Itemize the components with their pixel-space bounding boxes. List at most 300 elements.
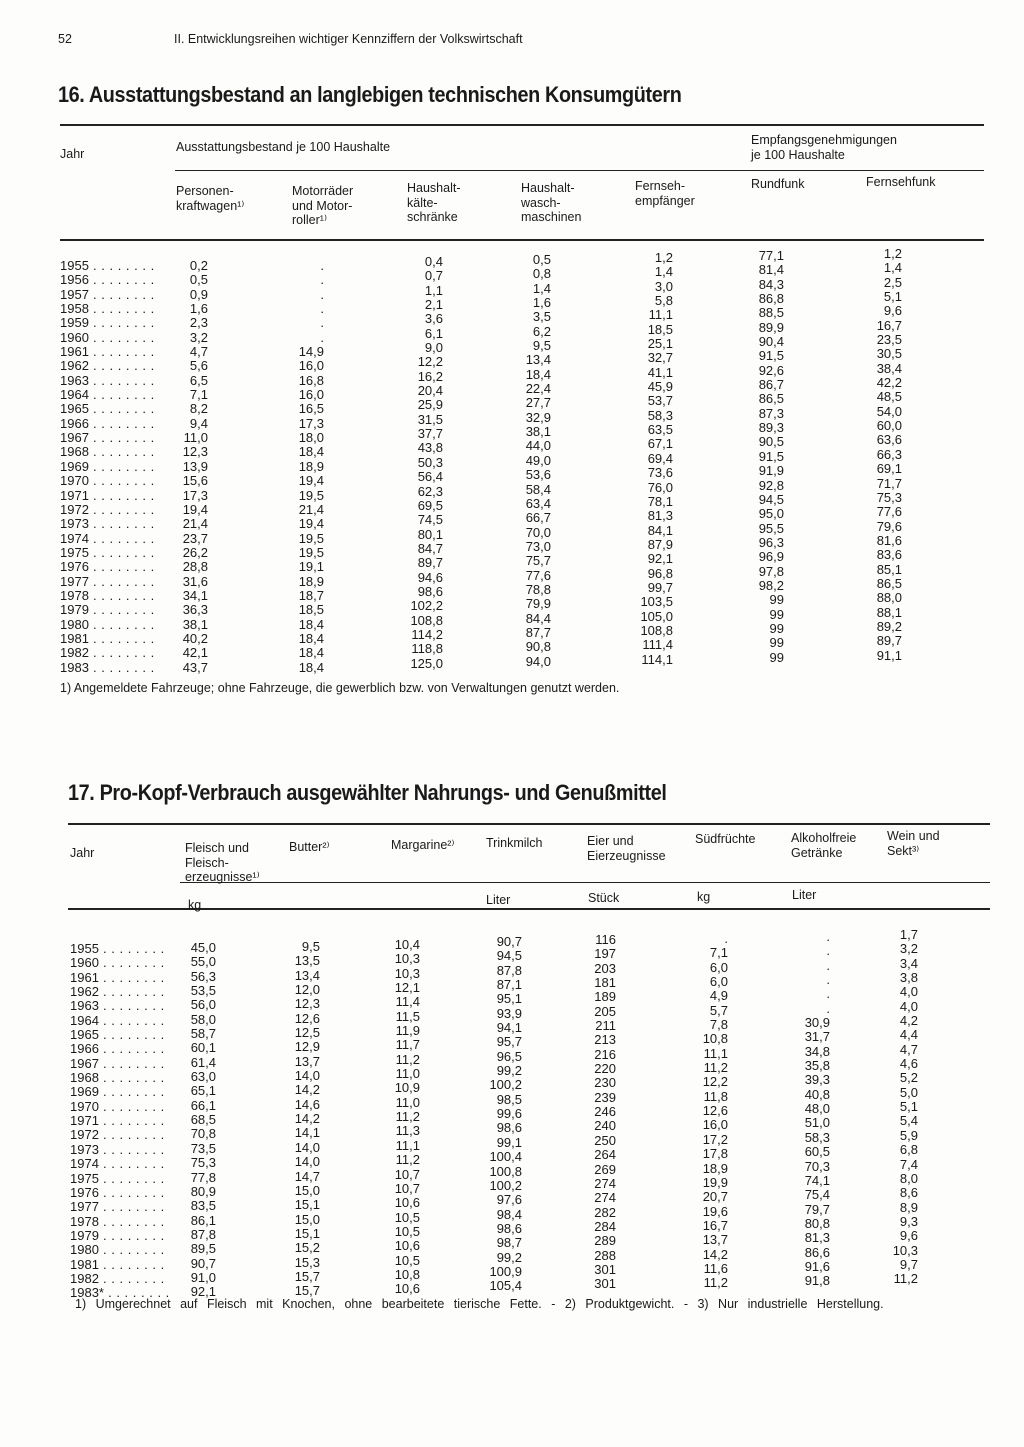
table-cell: 88,5 bbox=[758, 305, 784, 321]
table-cell: 58,0 bbox=[190, 1011, 216, 1027]
table-cell: 16,0 bbox=[298, 387, 324, 403]
table-cell: . bbox=[320, 315, 324, 331]
table-cell: 13,4 bbox=[294, 967, 320, 983]
table-cell: 3,8 bbox=[899, 970, 918, 986]
table-cell: 14,0 bbox=[294, 1068, 320, 1084]
table-cell: 91,5 bbox=[758, 448, 784, 464]
table-cell: 0,5 bbox=[189, 272, 208, 288]
table-cell: 1964 . . . bbox=[60, 388, 175, 402]
table-cell: 42,2 bbox=[876, 375, 902, 391]
table16-header-jahr: Jahr bbox=[60, 147, 85, 161]
table-cell: 48,5 bbox=[876, 389, 902, 405]
table-cell: 10,5 bbox=[394, 1209, 420, 1225]
table-cell: 11,2 bbox=[395, 1152, 420, 1168]
table-cell: 213 bbox=[594, 1032, 616, 1048]
table-cell: 96,5 bbox=[496, 1048, 522, 1064]
table-cell: 41,1 bbox=[647, 364, 673, 380]
table-cell: 92,6 bbox=[758, 362, 784, 378]
table-cell: 1979 . . . bbox=[70, 1229, 185, 1243]
table-cell: 1,2 bbox=[654, 250, 673, 265]
table-cell: 114,1 bbox=[641, 651, 673, 667]
table17-unit-rule bbox=[180, 882, 990, 883]
table-cell: 69,1 bbox=[876, 461, 902, 477]
table-cell: 99 bbox=[769, 649, 784, 665]
table-cell: 14,0 bbox=[294, 1154, 320, 1170]
table-cell: 1,4 bbox=[883, 260, 902, 276]
table-cell: 16,7 bbox=[876, 317, 902, 333]
table-cell: 89,7 bbox=[876, 633, 902, 649]
table-cell: 78,8 bbox=[525, 581, 551, 597]
table-cell: 15,7 bbox=[294, 1283, 320, 1299]
table17-wein-column bbox=[880, 928, 918, 1287]
table-cell: 9,6 bbox=[899, 1228, 918, 1244]
table-cell: 94,0 bbox=[525, 653, 551, 669]
table-cell: 8,2 bbox=[189, 401, 208, 417]
table-cell: 284 bbox=[594, 1218, 616, 1234]
table-cell: 1976 . . . bbox=[70, 1186, 185, 1200]
table-cell: 1980 . . . bbox=[60, 618, 175, 632]
table-cell: 1981 . . . bbox=[60, 632, 175, 646]
table-cell: 1964 . . . bbox=[70, 1014, 185, 1028]
table-cell: 9,5 bbox=[301, 939, 320, 954]
table-cell: 21,4 bbox=[298, 501, 324, 517]
table-cell: 3,6 bbox=[424, 311, 443, 327]
table-cell: 99 bbox=[769, 635, 784, 651]
table-cell: 53,6 bbox=[525, 467, 551, 483]
table-cell: 86,8 bbox=[758, 291, 784, 307]
table-cell: 62,3 bbox=[417, 483, 443, 499]
table-cell: 51,0 bbox=[804, 1115, 830, 1131]
table-cell: 18,9 bbox=[702, 1160, 728, 1176]
table-cell: 11,0 bbox=[395, 1066, 420, 1082]
table-cell: 99 bbox=[769, 592, 784, 608]
table16-top-rule bbox=[60, 124, 984, 126]
table-cell: 230 bbox=[594, 1075, 616, 1091]
table-cell: 15,3 bbox=[294, 1254, 320, 1270]
table-cell: 19,5 bbox=[298, 544, 324, 560]
table-cell: 1967 . . . bbox=[60, 431, 175, 445]
table16-subgroup-rule bbox=[175, 170, 984, 171]
table-cell: 125,0 bbox=[410, 655, 443, 671]
table-cell: 95,7 bbox=[496, 1034, 522, 1050]
table-cell: 1971 . . . bbox=[60, 489, 175, 503]
table-cell: 90,7 bbox=[190, 1255, 216, 1271]
table-cell: 18,4 bbox=[298, 444, 324, 460]
table-cell: 50,3 bbox=[417, 454, 443, 470]
table-cell: 31,5 bbox=[417, 411, 443, 427]
table16-header-fernseh: Fernseh- empfänger bbox=[635, 179, 695, 208]
table-cell: 56,3 bbox=[190, 968, 216, 984]
table-cell: 30,5 bbox=[876, 346, 902, 362]
table-cell: . bbox=[826, 986, 830, 1002]
table-cell: 80,8 bbox=[804, 1215, 830, 1231]
table-cell: 92,1 bbox=[190, 1284, 216, 1300]
table-cell: 19,4 bbox=[182, 501, 208, 517]
table-cell: 6,8 bbox=[899, 1142, 918, 1158]
table-cell: 85,1 bbox=[876, 561, 902, 577]
table-cell: 16,0 bbox=[702, 1117, 728, 1133]
table-cell: 87,1 bbox=[496, 977, 522, 993]
running-title: II. Entwicklungsreihen wichtiger Kennziffern der Volkswirtschaft bbox=[174, 32, 523, 46]
table-cell: 99,2 bbox=[496, 1063, 522, 1079]
table-cell: 86,5 bbox=[758, 391, 784, 407]
table-cell: 58,7 bbox=[190, 1026, 216, 1042]
table-cell: 71,7 bbox=[876, 475, 902, 491]
table-cell: 15,0 bbox=[294, 1211, 320, 1227]
table-cell: 19,1 bbox=[298, 559, 324, 575]
table-cell: 18,4 bbox=[525, 366, 551, 382]
table-cell: 87,9 bbox=[647, 536, 673, 552]
table-cell: 45,9 bbox=[647, 379, 673, 395]
table-cell: 1980 . . . bbox=[70, 1243, 185, 1257]
table-cell: 274 bbox=[594, 1190, 616, 1206]
table-cell: 22,4 bbox=[525, 381, 551, 397]
table-cell: 1955 . . . bbox=[60, 259, 175, 273]
table-cell: 14,7 bbox=[294, 1168, 320, 1184]
table-cell: 1963 . . . bbox=[70, 999, 185, 1013]
table-cell: 6,0 bbox=[709, 959, 728, 975]
table-cell: 4,6 bbox=[899, 1056, 918, 1072]
table-cell: 5,1 bbox=[883, 289, 902, 305]
table-cell: 63,5 bbox=[647, 422, 673, 438]
table-cell: 39,3 bbox=[804, 1072, 830, 1088]
table-cell: 58,4 bbox=[525, 481, 551, 497]
table-cell: 17,2 bbox=[702, 1131, 728, 1147]
table-cell: 10,3 bbox=[394, 951, 420, 967]
table-cell: 246 bbox=[594, 1104, 616, 1120]
table16-header-kuehl: Haushalt- kälte- schränke bbox=[407, 181, 461, 224]
table-cell: 16,2 bbox=[417, 368, 443, 384]
table-cell: 77,6 bbox=[876, 504, 902, 520]
table-cell: 1965 . . . bbox=[60, 402, 175, 416]
table-cell: 91,5 bbox=[758, 348, 784, 364]
table-cell: 84,3 bbox=[758, 276, 784, 292]
table17-year-column bbox=[70, 942, 185, 1301]
table-cell: 11,2 bbox=[395, 1051, 420, 1067]
table-cell: 12,5 bbox=[294, 1025, 320, 1041]
table-cell: 1974 . . . bbox=[60, 532, 175, 546]
table-cell: 89,2 bbox=[876, 618, 902, 634]
table16-header-bottom-rule bbox=[60, 239, 984, 241]
table-cell: 11,8 bbox=[703, 1088, 728, 1104]
table-cell: 1959 . . . bbox=[60, 316, 175, 330]
table-cell: 66,7 bbox=[525, 510, 551, 526]
table-cell: 10,4 bbox=[394, 937, 420, 952]
table-cell: 10,6 bbox=[394, 1195, 420, 1211]
table-cell: 1962 . . . bbox=[70, 985, 185, 999]
table-cell: 9,3 bbox=[899, 1213, 918, 1229]
table-cell: 0,2 bbox=[189, 258, 208, 273]
table17-header-fleisch: Fleisch und Fleisch- erzeugnisse¹⁾ bbox=[185, 841, 260, 884]
table-cell: 99,6 bbox=[496, 1106, 522, 1122]
table-cell: 11,2 bbox=[395, 1109, 420, 1125]
table-cell: 81,3 bbox=[647, 508, 673, 524]
table-cell: 98,6 bbox=[496, 1220, 522, 1236]
page-number: 52 bbox=[58, 32, 72, 46]
table-cell: 264 bbox=[594, 1147, 616, 1163]
table-cell: 78,1 bbox=[647, 493, 673, 509]
table-cell: 211 bbox=[595, 1018, 616, 1034]
table-cell: 203 bbox=[594, 960, 616, 976]
table-cell: 95,1 bbox=[496, 991, 522, 1007]
table-cell: 89,7 bbox=[417, 555, 443, 571]
table-cell: . bbox=[826, 957, 830, 973]
table-cell: 81,6 bbox=[876, 532, 902, 548]
table-cell: 23,5 bbox=[876, 332, 902, 348]
table-cell: 1971 . . . bbox=[70, 1114, 185, 1128]
table-cell: 4,9 bbox=[709, 988, 728, 1004]
table-cell: 301 bbox=[594, 1261, 616, 1277]
table16-header-wasch: Haushalt- wasch- maschinen bbox=[521, 181, 582, 224]
table-cell: 11,0 bbox=[395, 1094, 420, 1110]
table-cell: . bbox=[320, 258, 324, 273]
table-cell: 16,7 bbox=[702, 1217, 728, 1233]
table-cell: . bbox=[826, 943, 830, 959]
table-cell: 58,3 bbox=[647, 407, 673, 423]
table-cell: 10,7 bbox=[394, 1166, 420, 1182]
table-cell: 100,2 bbox=[489, 1077, 522, 1093]
table-cell: 1973 . . . bbox=[70, 1143, 185, 1157]
table17-milch-column bbox=[478, 935, 522, 1294]
table-cell: 15,7 bbox=[294, 1268, 320, 1284]
table-cell: 70,3 bbox=[804, 1158, 830, 1174]
table-cell: 13,7 bbox=[702, 1232, 728, 1248]
table-cell: 31,7 bbox=[804, 1029, 830, 1045]
table16-wasch-column bbox=[505, 253, 551, 669]
table-cell: 11,1 bbox=[648, 307, 673, 323]
table16-footnote: 1) Angemeldete Fahrzeuge; ohne Fahrzeuge, die gewerblich bzw. von Verwaltungen genutzt werden. bbox=[60, 681, 620, 695]
table-cell: 1968 . . . bbox=[70, 1071, 185, 1085]
table-cell: 43,7 bbox=[182, 659, 208, 675]
table-cell: 1977 . . . bbox=[60, 575, 175, 589]
table-cell: 53,7 bbox=[647, 393, 673, 409]
table-cell: 12,2 bbox=[417, 354, 443, 370]
table-cell: 79,6 bbox=[876, 518, 902, 534]
table-cell: 12,6 bbox=[702, 1103, 728, 1119]
table-cell: 73,0 bbox=[525, 538, 551, 554]
table-cell: 20,4 bbox=[417, 383, 443, 399]
table-cell: 10,6 bbox=[394, 1238, 420, 1254]
table17-header-suedfruechte: Südfrüchte bbox=[695, 832, 756, 846]
table-cell: 18,4 bbox=[298, 659, 324, 675]
table-cell: 250 bbox=[594, 1132, 616, 1148]
table-cell: 26,2 bbox=[182, 544, 208, 560]
table-cell: 97,8 bbox=[758, 563, 784, 579]
table-cell: 18,4 bbox=[298, 645, 324, 661]
table-cell: 16,5 bbox=[298, 401, 324, 417]
table-cell: 95,5 bbox=[758, 520, 784, 536]
table-cell: 54,0 bbox=[876, 403, 902, 419]
table-cell: 5,7 bbox=[709, 1002, 728, 1018]
table-cell: 97,6 bbox=[496, 1192, 522, 1208]
table-cell: 31,6 bbox=[182, 573, 208, 589]
table-cell: 13,4 bbox=[525, 352, 551, 368]
table-cell: 11,2 bbox=[703, 1275, 728, 1291]
table-cell: 49,0 bbox=[525, 452, 551, 468]
table-cell: 1982 . . . bbox=[70, 1272, 185, 1286]
table-cell: 1966 . . . bbox=[60, 417, 175, 431]
table-cell: 14,2 bbox=[294, 1111, 320, 1127]
table-cell: 63,4 bbox=[525, 495, 551, 511]
table-cell: 37,7 bbox=[417, 426, 443, 442]
table-cell: 1,4 bbox=[654, 264, 673, 280]
table-cell: 5,8 bbox=[654, 293, 673, 309]
table-cell: 48,0 bbox=[804, 1101, 830, 1117]
table-cell: 1961 . . . bbox=[70, 971, 185, 985]
table-cell: 3,2 bbox=[189, 329, 208, 345]
table-cell: . bbox=[320, 272, 324, 288]
table-cell: 56,4 bbox=[417, 469, 443, 485]
table-cell: 18,5 bbox=[647, 321, 673, 337]
table-cell: 105,0 bbox=[640, 608, 673, 624]
table-cell: 3,5 bbox=[532, 309, 551, 325]
table-cell: 1969 . . . bbox=[70, 1085, 185, 1099]
table16-motorrad-column bbox=[280, 259, 324, 675]
table-cell: 8,9 bbox=[899, 1199, 918, 1215]
table-cell: 70,8 bbox=[190, 1126, 216, 1142]
table-cell: 80,1 bbox=[417, 526, 443, 542]
table-cell: 87,7 bbox=[525, 624, 551, 640]
table-cell: 98,2 bbox=[758, 577, 784, 593]
table17-unit-liter: Liter bbox=[486, 893, 511, 907]
table-cell: 3,0 bbox=[654, 278, 673, 294]
table-cell: 74,1 bbox=[804, 1172, 830, 1188]
table-cell: 75,7 bbox=[525, 553, 551, 569]
table-cell: 83,5 bbox=[190, 1198, 216, 1214]
table-cell: . bbox=[320, 329, 324, 345]
table17-eier-column bbox=[582, 933, 616, 1292]
table-cell: 69,5 bbox=[417, 497, 443, 513]
table-cell: 69,4 bbox=[647, 450, 673, 466]
table-cell: 11,4 bbox=[395, 994, 420, 1010]
table-cell: 90,7 bbox=[496, 934, 522, 949]
table-cell: 108,8 bbox=[410, 612, 443, 628]
table-cell: 10,7 bbox=[394, 1180, 420, 1196]
table-cell: 14,2 bbox=[702, 1246, 728, 1262]
table-cell: 43,8 bbox=[417, 440, 443, 456]
table16-header-rundfunk: Rundfunk bbox=[751, 177, 805, 191]
table-cell: 1,7 bbox=[899, 927, 918, 942]
table16-year-column bbox=[60, 259, 175, 675]
table-cell: 70,0 bbox=[525, 524, 551, 540]
table-cell: 88,1 bbox=[876, 604, 902, 620]
table-cell: 13,7 bbox=[294, 1053, 320, 1069]
table-cell: 1983* . . . bbox=[70, 1286, 185, 1300]
table-cell: 269 bbox=[594, 1161, 616, 1177]
table-cell: . bbox=[826, 1000, 830, 1016]
table-cell: 18,7 bbox=[298, 587, 324, 603]
table-cell: 40,8 bbox=[804, 1086, 830, 1102]
table-cell: 18,9 bbox=[298, 458, 324, 474]
table17-suedfruechte-column bbox=[690, 932, 728, 1291]
table-cell: 0,7 bbox=[424, 268, 443, 284]
table-cell: 13,9 bbox=[182, 458, 208, 474]
table-cell: . bbox=[320, 301, 324, 317]
table-cell: 65,1 bbox=[190, 1083, 216, 1099]
table-cell: 1,2 bbox=[883, 246, 902, 261]
table-cell: 79,7 bbox=[804, 1201, 830, 1217]
table-cell: 12,3 bbox=[294, 996, 320, 1012]
table-cell: 9,0 bbox=[424, 340, 443, 356]
table-cell: 99 bbox=[769, 620, 784, 636]
table-cell: 68,5 bbox=[190, 1112, 216, 1128]
table-cell: 75,3 bbox=[190, 1155, 216, 1171]
table-cell: 89,3 bbox=[758, 420, 784, 436]
table-cell: 98,5 bbox=[496, 1091, 522, 1107]
table-cell: 94,5 bbox=[496, 948, 522, 964]
table-cell: 12,1 bbox=[394, 980, 420, 996]
table-cell: 0,8 bbox=[532, 266, 551, 282]
table-cell: 181 bbox=[594, 975, 616, 991]
table-cell: 12,9 bbox=[294, 1039, 320, 1055]
table-cell: 14,2 bbox=[294, 1082, 320, 1098]
table-cell: 10,5 bbox=[394, 1252, 420, 1268]
table-cell: 1975 . . . bbox=[60, 546, 175, 560]
table-cell: 18,4 bbox=[298, 630, 324, 646]
table-cell: 9,6 bbox=[883, 303, 902, 319]
table-cell: 91,0 bbox=[190, 1269, 216, 1285]
table-cell: 7,1 bbox=[709, 945, 728, 961]
table-cell: 1966 . . . bbox=[70, 1042, 185, 1056]
table-cell: 1958 . . . bbox=[60, 302, 175, 316]
table-cell: 92,8 bbox=[758, 477, 784, 493]
table-cell: 1965 . . . bbox=[70, 1028, 185, 1042]
table-cell: 205 bbox=[594, 1003, 616, 1019]
table-cell: 9,5 bbox=[532, 338, 551, 354]
table-cell: 1978 . . . bbox=[60, 589, 175, 603]
table-cell: 2,3 bbox=[189, 315, 208, 331]
table-cell: 5,0 bbox=[899, 1084, 918, 1100]
table-cell: 89,9 bbox=[758, 319, 784, 335]
table-cell: 1,4 bbox=[532, 280, 551, 296]
table-cell: 189 bbox=[594, 989, 616, 1005]
table-cell: 44,0 bbox=[525, 438, 551, 454]
table-cell: 96,3 bbox=[758, 534, 784, 550]
table-cell: 2,1 bbox=[424, 297, 443, 313]
table-cell: 10,8 bbox=[702, 1031, 728, 1047]
table-cell: 1,6 bbox=[189, 301, 208, 317]
table-cell: 9,4 bbox=[189, 415, 208, 431]
table-cell: 274 bbox=[594, 1175, 616, 1191]
table-cell: 86,1 bbox=[190, 1212, 216, 1228]
table-cell: 96,9 bbox=[758, 549, 784, 565]
table17-butter-column bbox=[282, 940, 320, 1299]
table-cell: 12,2 bbox=[702, 1074, 728, 1090]
table-cell: 87,8 bbox=[190, 1226, 216, 1242]
table-cell: 90,5 bbox=[758, 434, 784, 450]
table-cell: 301 bbox=[594, 1276, 616, 1292]
table-cell: 1972 . . . bbox=[60, 503, 175, 517]
table-cell: 19,5 bbox=[298, 487, 324, 503]
table-cell: 1969 . . . bbox=[60, 460, 175, 474]
table-cell: 111,4 bbox=[642, 637, 673, 653]
table-cell: 25,1 bbox=[647, 336, 673, 352]
table-cell: 19,4 bbox=[298, 473, 324, 489]
table-cell: 288 bbox=[594, 1247, 616, 1263]
table-cell: 4,7 bbox=[899, 1041, 918, 1057]
table-cell: 11,9 bbox=[395, 1023, 420, 1039]
table-cell: 16,8 bbox=[298, 372, 324, 388]
table-cell: 11,2 bbox=[703, 1060, 728, 1076]
table-cell: . bbox=[320, 286, 324, 302]
table-cell: 9,7 bbox=[899, 1256, 918, 1272]
table17-header-butter: Butter²⁾ bbox=[289, 840, 330, 854]
table-cell: 1978 . . . bbox=[70, 1215, 185, 1229]
table-cell: 91,1 bbox=[876, 647, 902, 663]
table-cell: 86,7 bbox=[758, 377, 784, 393]
table-cell: 98,7 bbox=[496, 1235, 522, 1251]
table-cell: 73,6 bbox=[647, 465, 673, 481]
